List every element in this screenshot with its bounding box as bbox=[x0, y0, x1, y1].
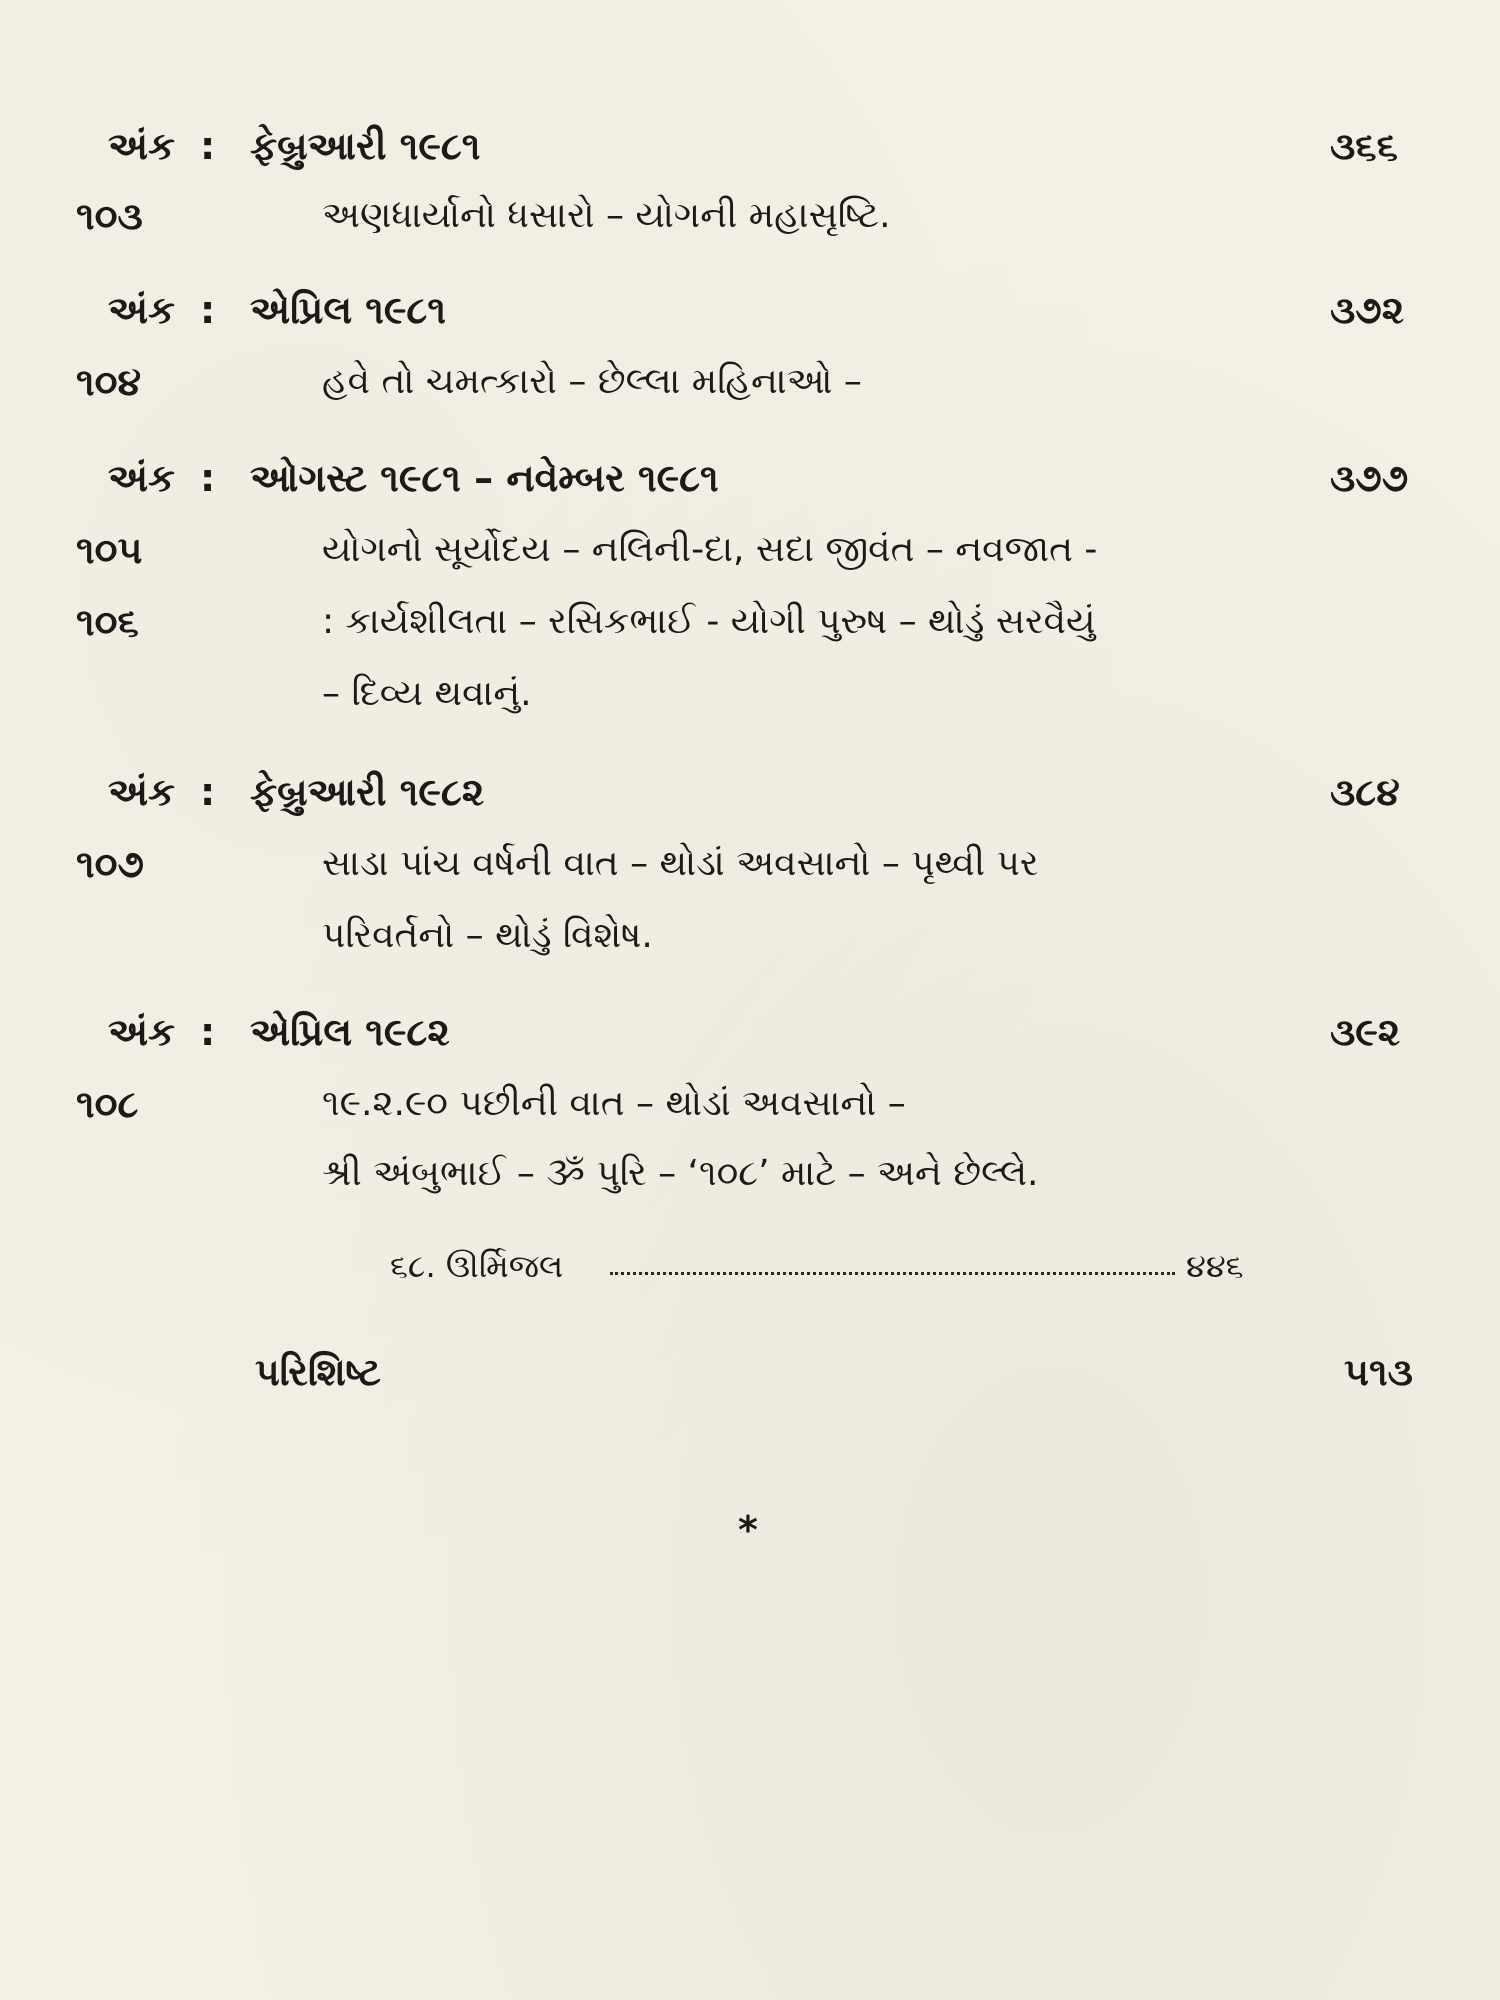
toc-chapter-continuation bbox=[0, 906, 1500, 966]
issue-colon: : bbox=[200, 288, 216, 332]
toc-appendix bbox=[0, 1342, 1500, 1402]
chapter-description: – દિવ્ય થવાનું. bbox=[322, 673, 532, 714]
asterisk-ornament: * bbox=[738, 1508, 758, 1552]
chapter-description: યોગનો સૂર્યોદય – નલિની-દા, સદા જીવંત – નવજાત - bbox=[322, 529, 1098, 570]
subentry-page-number: ૪૪૬ bbox=[1186, 1247, 1244, 1285]
toc-chapter bbox=[0, 352, 1500, 412]
toc-chapter bbox=[0, 520, 1500, 580]
chapter-number: ૧૦૪ bbox=[76, 360, 142, 404]
chapter-description: : કાર્યશીલતા – રસિકભાઈ - યોગી પુરુષ – થોડું સરવૈયું bbox=[322, 601, 1096, 642]
issue-colon: : bbox=[200, 1010, 216, 1054]
issue-date: ઓગસ્ટ ૧૯૮૧ – નવેમ્બર ૧૯૮૧ bbox=[250, 456, 719, 500]
toc-chapter bbox=[0, 186, 1500, 246]
issue-label: અંક bbox=[108, 456, 175, 500]
appendix-title: પરિશિષ્ટ bbox=[255, 1350, 381, 1394]
issue-colon: : bbox=[200, 124, 216, 168]
chapter-number: ૧૦૬ bbox=[76, 600, 139, 644]
toc-chapter bbox=[0, 834, 1500, 894]
toc-issue-header bbox=[0, 1002, 1500, 1062]
issue-date: ફેબ્રુઆરી ૧૯૮૧ bbox=[250, 124, 481, 168]
issue-page-number: ૩૮૪ bbox=[1330, 770, 1400, 814]
toc-chapter-continuation bbox=[0, 664, 1500, 724]
chapter-description: પરિવર્તનો – થોડું વિશેષ. bbox=[322, 915, 653, 956]
chapter-description: શ્રી અંબુભાઈ – ૐ પુરિ – ‘૧૦૮’ માટે – અને છેલ્લે. bbox=[322, 1153, 1039, 1194]
subentry-title: ૬૮. ઊર્મિજલ bbox=[390, 1247, 564, 1285]
chapter-number: ૧૦૫ bbox=[76, 528, 143, 572]
chapter-description: અણધાર્યાનો ધસારો – યોગની મહાસૃષ્ટિ. bbox=[322, 195, 891, 236]
toc-issue-header bbox=[0, 762, 1500, 822]
chapter-number: ૧૦૩ bbox=[76, 194, 143, 238]
toc-chapter bbox=[0, 1074, 1500, 1134]
issue-date: ફેબ્રુઆરી ૧૯૮૨ bbox=[250, 770, 485, 814]
issue-page-number: ૩૭૭ bbox=[1330, 456, 1409, 500]
issue-label: અંક bbox=[108, 124, 175, 168]
toc-issue-header bbox=[0, 448, 1500, 508]
toc-subentry bbox=[0, 1236, 1500, 1296]
toc-issue-header bbox=[0, 280, 1500, 340]
issue-colon: : bbox=[200, 456, 216, 500]
issue-colon: : bbox=[200, 770, 216, 814]
issue-page-number: ૩૯૨ bbox=[1330, 1010, 1401, 1054]
toc-issue-header bbox=[0, 116, 1500, 176]
chapter-number: ૧૦૮ bbox=[76, 1082, 139, 1126]
issue-label: અંક bbox=[108, 288, 175, 332]
leader-dots bbox=[610, 1272, 1175, 1275]
issue-date: એપ્રિલ ૧૯૮૧ bbox=[250, 288, 446, 332]
chapter-number: ૧૦૭ bbox=[76, 842, 144, 886]
chapter-description: સાડા પાંચ વર્ષની વાત – થોડાં અવસાનો – પૃથ્વી પર bbox=[322, 843, 1039, 884]
toc-chapter bbox=[0, 592, 1500, 652]
issue-date: એપ્રિલ ૧૯૮૨ bbox=[250, 1010, 450, 1054]
issue-label: અંક bbox=[108, 770, 175, 814]
appendix-page-number: ૫૧૩ bbox=[1344, 1350, 1413, 1394]
chapter-description: ૧૯.૨.૯૦ પછીની વાત – થોડાં અવસાનો – bbox=[322, 1083, 906, 1124]
issue-page-number: ૩૬૬ bbox=[1330, 124, 1398, 168]
issue-label: અંક bbox=[108, 1010, 175, 1054]
chapter-description: હવે તો ચમત્કારો – છેલ્લા મહિનાઓ – bbox=[322, 361, 862, 402]
toc-chapter-continuation bbox=[0, 1144, 1500, 1204]
issue-page-number: ૩૭૨ bbox=[1330, 288, 1405, 332]
